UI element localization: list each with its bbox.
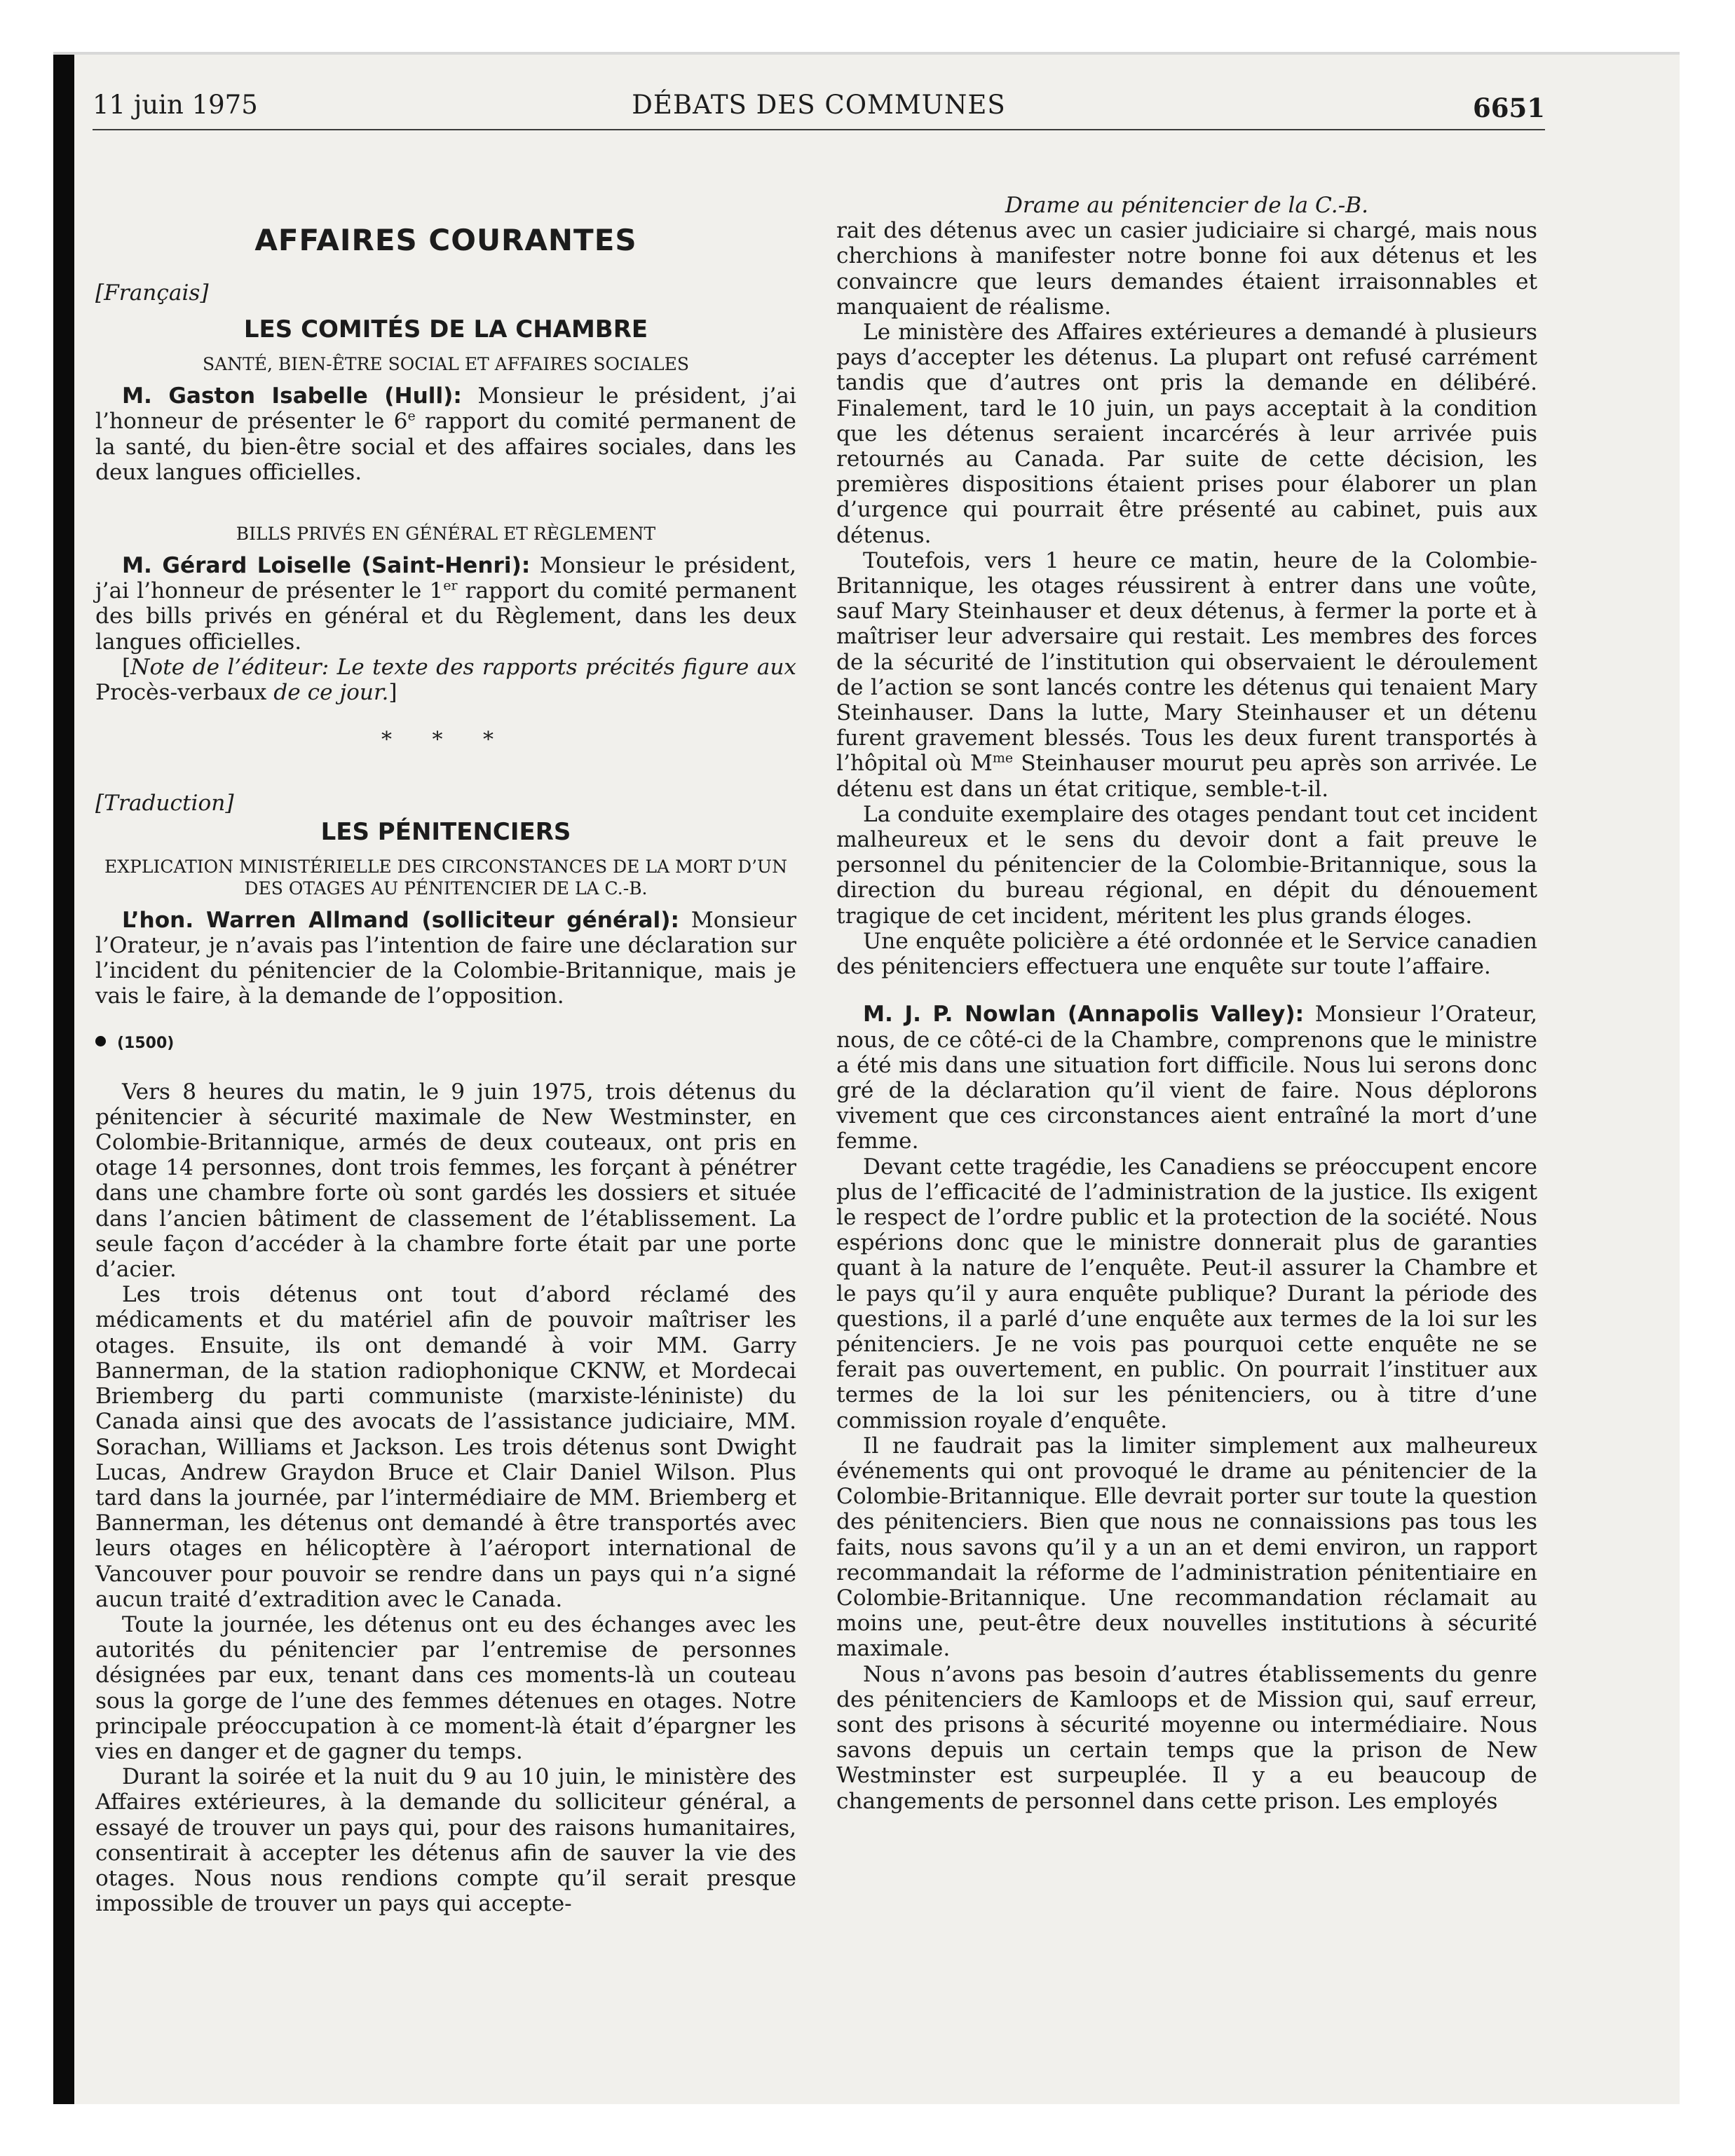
language-marker-francais: [Français] bbox=[95, 280, 209, 306]
speaker-isabelle: M. Gaston Isabelle (Hull): bbox=[122, 383, 462, 409]
body-paragraph: La conduite exemplaire des otages pendant tout cet incident malheureux et le sens du devoir dont a fait preuve le personnel du pénitencier de la Colombie-Britannique, sous la direction du bureau régional, en dépit du dénouement tragique de cet incident, méritent les plus grands éloges. bbox=[836, 801, 1537, 929]
body-paragraph: Une enquête policière a été ordonnée et le Service canadien des pénitenciers effectuera une enquête sur toute l’affaire. bbox=[836, 928, 1537, 980]
nowlan-paragraph: M. J. P. Nowlan (Annapolis Valley): Monsieur l’Orateur, nous, de ce côté-ci de la Chambre, comprenons que le ministre a été mis dans une situation fort difficile. Nous lui serons donc gré de la déclaration qu’il vient de faire. Nous déplorons vivement que ces circonstances aient entraîné la mort d’une femme. bbox=[836, 1002, 1537, 1154]
body-paragraph: Nous n’avons pas besoin d’autres établissements du genre des pénitenciers de Kamloops et de Mission qui, sauf erreur, sont des prisons à sécurité moyenne ou intermédiaire. Nous savons depuis un certain temps que la prison de New Westminster est surpeuplée. Il y a eu beaucoup de changements de personnel dans cette prison. Les employés bbox=[836, 1661, 1537, 1814]
speaker-allmand: L’hon. Warren Allmand (solliciteur général): bbox=[122, 907, 679, 933]
allmand-paragraph: L’hon. Warren Allmand (solliciteur général): Monsieur l’Orateur, je n’avais pas l’intention de faire une déclaration sur l’incident du pénitencier de la Colombie-Britannique, mais je vais le faire, à la demande de l’opposition. bbox=[95, 907, 796, 1009]
scan-shadow-left bbox=[53, 52, 74, 2104]
language-marker-traduction: [Traduction] bbox=[95, 791, 234, 817]
timestamp-marker: (1500) bbox=[95, 1031, 796, 1056]
body-paragraph: Les trois détenus ont tout d’abord réclamé des médicaments et du matériel afin de pouvoir maîtriser les otages. Ensuite, ils ont demandé à voir MM. Garry Bannerman, de la station radiophonique CKNW, et Mordecai Briemberg du parti communiste (marxiste-léniniste) du Canada ainsi que des avocats de l’assistance judiciaire, MM. Sorachan, Williams et Jackson. Les trois détenus sont Dwight Lucas, Andrew Graydon Bruce et Clair Daniel Wilson. Plus tard dans la journée, par l’intermédiaire de MM. Briemberg et Bannerman, les détenus ont demandé à être transportés avec leurs otages en hélicoptère à l’aéroport international de Vancouver pour pouvoir se rendre dans un pays qui n’a signé aucun traité d’extradition avec le Canada. bbox=[95, 1282, 796, 1612]
body-paragraph: Durant la soirée et la nuit du 9 au 10 juin, le ministère des Affaires extérieures, à la demande du solliciteur général, a essayé de trouver un pays qui, pour des raisons humanitaires, consentirait à accepter les détenus afin de sauver la vie des otages. Nous nous rendions compte qu’il serait presque impossible de trouver un pays qui accepte- bbox=[95, 1764, 796, 1917]
header-publication: DÉBATS DES COMMUNES bbox=[632, 90, 1006, 120]
running-header bbox=[93, 87, 1545, 130]
body-paragraph: Toute la journée, les détenus ont eu des échanges avec les autorités du pénitencier par l’entremise de personnes désignées par eux, tenant dans ces moments-là un couteau sous la gorge de l’une des femmes détenues en otages. Notre principale préoccupation à ce moment-là était d’épargner les vies en danger et de gagner du temps. bbox=[95, 1611, 796, 1764]
isabelle-paragraph: M. Gaston Isabelle (Hull): Monsieur le président, j’ai l’honneur de présenter le 6e rapport du comité permanent de la santé, du bien-être social et des affaires sociales, dans les deux langues officielles. bbox=[95, 383, 796, 485]
body-paragraph: rait des détenus avec un casier judiciaire si chargé, mais nous cherchions à manifester notre bonne foi aux détenus et les convaincre que leurs demandes étaient irraisonnables et manquaient de réalisme. bbox=[836, 218, 1537, 320]
ministerial-statement-subheading: EXPLICATION MINISTÉRIELLE DES CIRCONSTANCES DE LA MORT D’UN DES OTAGES AU PÉNITENCIER DE LA C.-B. bbox=[104, 856, 788, 899]
header-date: 11 juin 1975 bbox=[93, 90, 258, 120]
section-separator: * * * bbox=[381, 728, 511, 753]
speaker-loiselle: M. Gérard Loiselle (Saint-Henri): bbox=[122, 553, 531, 579]
body-paragraph: Il ne faudrait pas la limiter simplement aux malheureux événements qui ont provoqué le drame au pénitencier de la Colombie-Britannique. Elle devrait porter sur toute la question des pénitenciers. Bien que nous ne connaissions pas tous les faits, nous savons qu’il y a un an et demi environ, un rapport recommandait la réforme de l’administration pénitentiaire en Colombie-Britannique. Une recommandation réclamait au moins une, peut-être deux nouvelles institutions à sécurité maximale. bbox=[836, 1433, 1537, 1662]
health-subheading: SANTÉ, BIEN-ÊTRE SOCIAL ET AFFAIRES SOCIALES bbox=[202, 354, 690, 375]
bills-subheading: BILLS PRIVÉS EN GÉNÉRAL ET RÈGLEMENT bbox=[236, 524, 656, 545]
body-paragraph: Toutefois, vers 1 heure ce matin, heure de la Colombie-Britannique, les otages réussirent à entrer dans une voûte, sauf Mary Steinhauser et deux détenus, à fermer la porte et à maîtriser leur adversaire qui restait. Les membres des forces de la sécurité de l’institution qui observaient le déroulement de l’action se sont lancés contre les détenus qui tenaient Mary Steinhauser. Dans la lutte, Mary Steinhauser et un détenu furent gravement blessés. Tous les deux furent transportés à l’hôpital où $M^{me}$ Steinhauser mourut peu après son arrivée. Le détenu est dans un état critique, semble-t-il. bbox=[836, 547, 1537, 802]
running-subtitle: Drame au pénitencier de la C.-B. bbox=[1005, 193, 1369, 218]
body-paragraph: Devant cette tragédie, les Canadiens se préoccupent encore plus de l’efficacité de l’administration de la justice. Ils exigent le respect de l’ordre public et la protection de la société. Nous espérions donc que le ministre donnerait plus de garanties quant à la nature de l’enquête. Peut-il assurer la Chambre et le pays qu’il y aura enquête publique? Durant la période des questions, il a parlé d’une enquête aux termes de la loi sur les pénitenciers. Je ne vois pas pourquoi cette enquête ne se ferait pas ouvertement, en public. On pourrait l’instituer aux termes de la loi sur les pénitenciers, ou à titre d’une commission royale d’enquête. bbox=[836, 1154, 1537, 1433]
header-page-number: 6651 bbox=[1473, 93, 1545, 123]
body-paragraph: Le ministère des Affaires extérieures a demandé à plusieurs pays d’accepter les détenus. La plupart ont refusé carrément tandis que d’autres ont pris la demande en délibéré. Finalement, tard le 10 juin, un pays acceptait à la condition que les détenus seraient incarcérés à leur arrivée puis retournés au Canada. Par suite de cette décision, les premières dispositions étaient prises pour élaborer un plan d’urgence qui pourrait être présenté au cabinet, puis aux détenus. bbox=[836, 320, 1537, 548]
right-column bbox=[836, 193, 1537, 1814]
body-paragraph: Vers 8 heures du matin, le 9 juin 1975, trois détenus du pénitencier à sécurité maximale de New Westminster, en Colombie-Britannique, armés de deux couteaux, ont pris en otage 14 personnes, dont trois femmes, les forçant à pénétrer dans une chambre forte où sont gardés les dossiers et située dans l’ancien bâtiment de classement de l’établissement. La seule façon d’accéder à la chambre forte était par une porte d’acier. bbox=[95, 1079, 796, 1283]
committees-heading: LES COMITÉS DE LA CHAMBRE bbox=[243, 315, 648, 344]
penitentiaries-heading: LES PÉNITENCIERS bbox=[320, 817, 571, 846]
bullet-dot-icon bbox=[95, 1036, 106, 1046]
main-heading: AFFAIRES COURANTES bbox=[254, 223, 637, 257]
loiselle-paragraph: M. Gérard Loiselle (Saint-Henri): Monsieur le président, j’ai l’honneur de présenter le 1er rapport du comité permanent des bills privés en général et du Règlement, dans les deux langues officielles. bbox=[95, 553, 796, 655]
speaker-nowlan: M. J. P. Nowlan (Annapolis Valley): bbox=[863, 1002, 1305, 1028]
editor-note: [Note de l’éditeur: Le texte des rapports précités figure aux Procès-verbaux de ce jour.] bbox=[95, 654, 796, 706]
left-column bbox=[95, 223, 796, 1916]
